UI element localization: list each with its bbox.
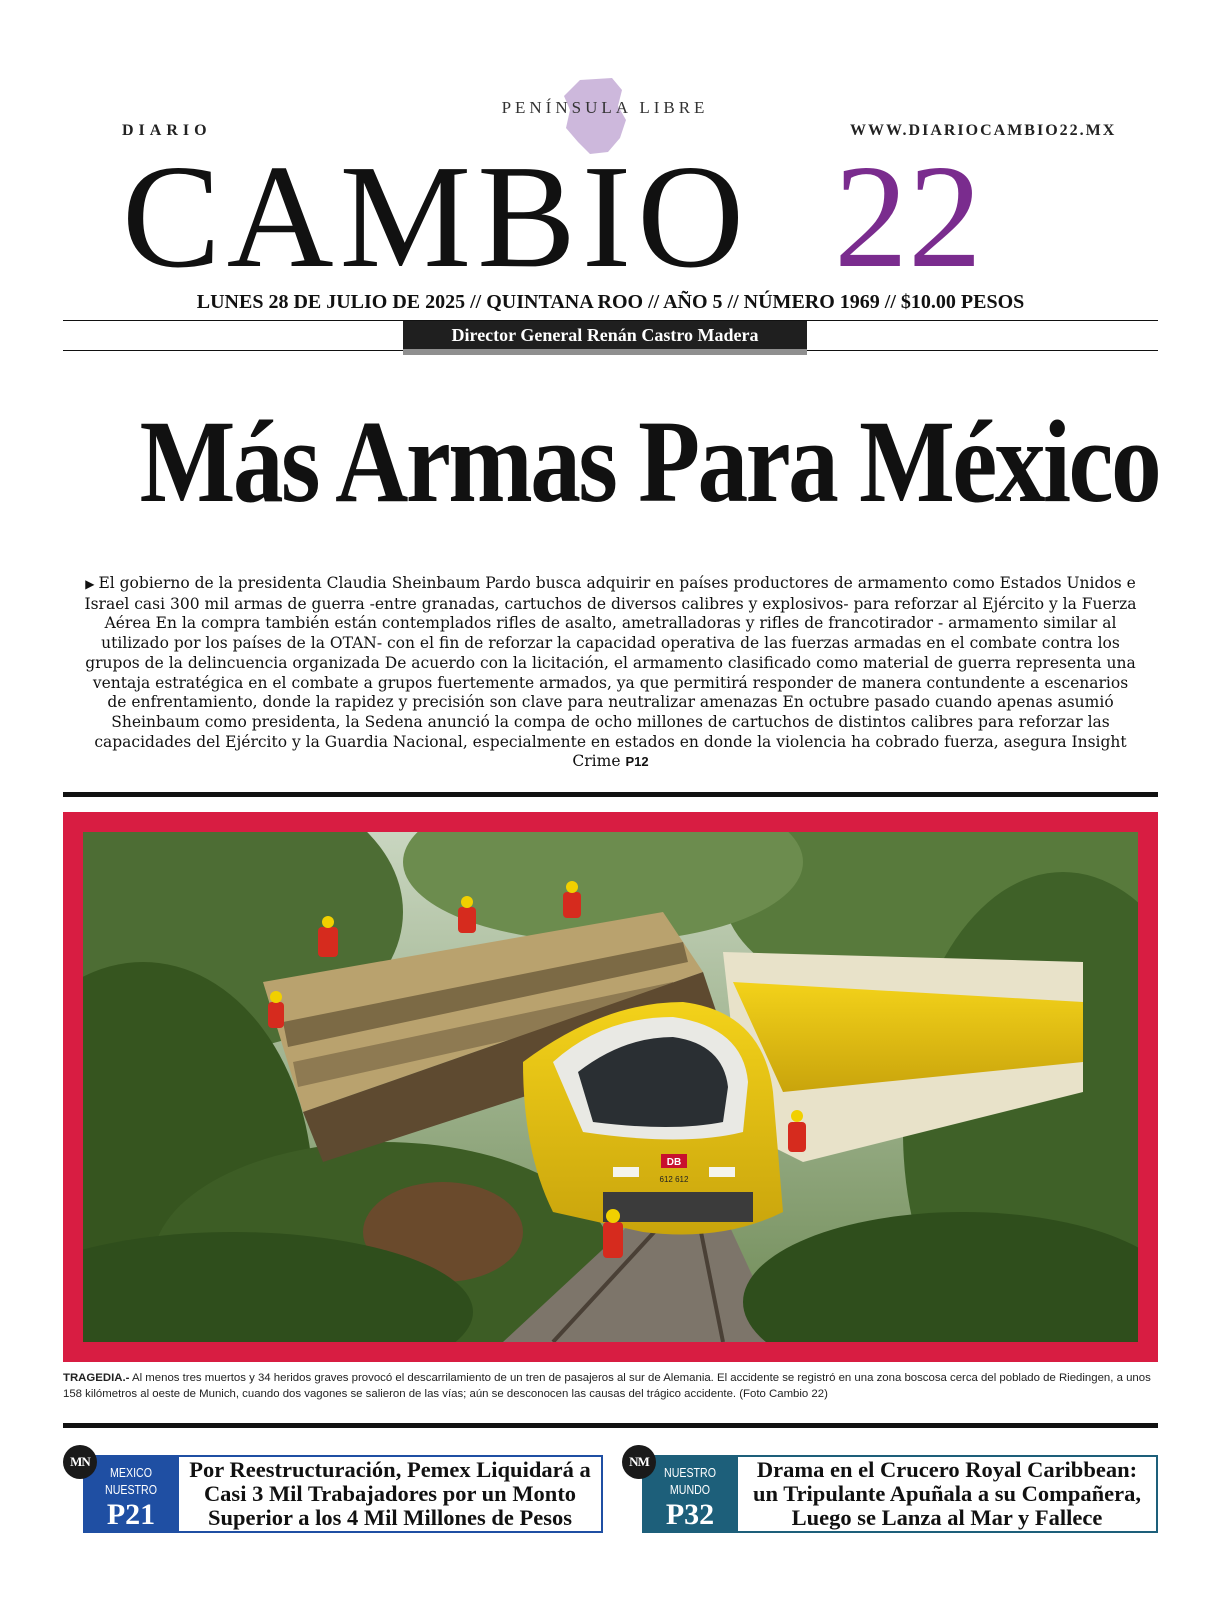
teaser-mexico-nuestro[interactable]	[63, 1445, 603, 1533]
lead-summary-text: El gobierno de la presidenta Claudia Sheinbaum Pardo busca adquirir en países productores de armamento como Estados Unidos e Israel casi 300 mil armas de guerra -entre granadas, cartuchos de diversos calibres y explosivos- para reforzar al Ejército y la Fuerza Aérea En la compra también están contemplados rifles de asalto, ametralladoras y rifles de francotirador - armamento similar al utilizado por los países de la OTAN- con el fin de reforzar la capacidad operativa de las fuerzas armadas en el combate contra los grupos de la delincuencia organizada De acuerdo con la licitación, el armamento clasificado como material de guerra representa una ventaja estratégica en el combate a grupos fuertemente armados, ya que permitirá responder de manera contundente a escenarios de enfrentamiento, donde la rapidez y precisión son clave para neutralizar amenazas En octubre pasado cuando apenas asumió Sheinbaum como presidenta, la Sedena anunció la compa de ocho millones de cartuchos de distintos calibres para reforzar las capacidades del Ejército y la Guardia Nacional, especialmente en estados en donde la violencia ha cobrado fuerza, asegura Insight Crime	[84, 574, 1137, 771]
teaser-headline[interactable]: Drama en el Crucero Royal Caribbean: un Tripulante Apuñala a su Compañera, Luego se Lanza al Mar y Fallece	[752, 1457, 1142, 1530]
train-label: DB	[666, 1157, 682, 1168]
section-name: MEXICO NUESTRO	[105, 1466, 157, 1497]
photo-frame	[63, 812, 1158, 1362]
lead-page-ref: P12	[625, 754, 649, 770]
arrow-right-icon: ▶	[85, 577, 95, 591]
masthead-tagline: PENÍNSULA LIBRE	[501, 98, 709, 117]
photo-caption-text: Al menos tres muertos y 34 heridos graves provocó el descarrilamiento de un tren de pasajeros al sur de Alemania. El accidente se registró en una zona boscosa cerca del poblado de Riedingen, a unos 158 kilómetros al oeste de Munich, cuando dos vagones se salieron de las vías; aún se desconocen las causas del trágico accidente. (Foto Cambio 22)	[63, 1372, 1151, 1400]
section-label-box	[83, 1455, 179, 1533]
section-name: NUESTRO MUNDO	[664, 1466, 716, 1497]
train-accident-photo	[83, 832, 1138, 1342]
section-divider	[63, 792, 1158, 797]
section-page: P21	[106, 1498, 156, 1531]
section-badge: MN	[63, 1445, 97, 1479]
teaser-nuestro-mundo[interactable]	[622, 1445, 1158, 1533]
photo-illustration	[83, 832, 1138, 1342]
teaser-headline-box[interactable]	[179, 1455, 603, 1533]
masthead-diario: DIARIO	[122, 122, 212, 139]
dateline: LUNES 28 DE JULIO DE 2025 // QUINTANA ROO // AÑO 5 // NÚMERO 1969 // $10.00 PESOS	[196, 291, 1025, 313]
lead-summary	[82, 574, 1139, 772]
masthead-title-number: 22	[834, 135, 982, 299]
masthead-title-word: CAMBIO	[122, 135, 751, 299]
teaser-headline[interactable]: Por Reestructuración, Pemex Liquidará a Casi 3 Mil Trabajadores por un Monto Superior a los 4 Mil Millones de Pesos	[189, 1457, 591, 1530]
masthead-website: WWW.DIARIOCAMBIO22.MX	[850, 122, 1117, 139]
photo-caption	[63, 1370, 1158, 1402]
lead-headline: Más Armas Para México	[139, 396, 1160, 527]
photo-caption-lead: TRAGEDIA.-	[63, 1372, 130, 1384]
director-banner	[403, 321, 807, 355]
section-divider	[63, 1423, 1158, 1428]
train-number: 612 612	[659, 1175, 689, 1184]
section-label-box	[642, 1455, 738, 1533]
section-page: P32	[665, 1498, 715, 1531]
director-name: Director General Renán Castro Madera	[451, 325, 759, 345]
section-badge: NM	[622, 1445, 656, 1479]
teaser-headline-box[interactable]	[738, 1455, 1158, 1533]
masthead-logo	[122, 135, 1082, 299]
